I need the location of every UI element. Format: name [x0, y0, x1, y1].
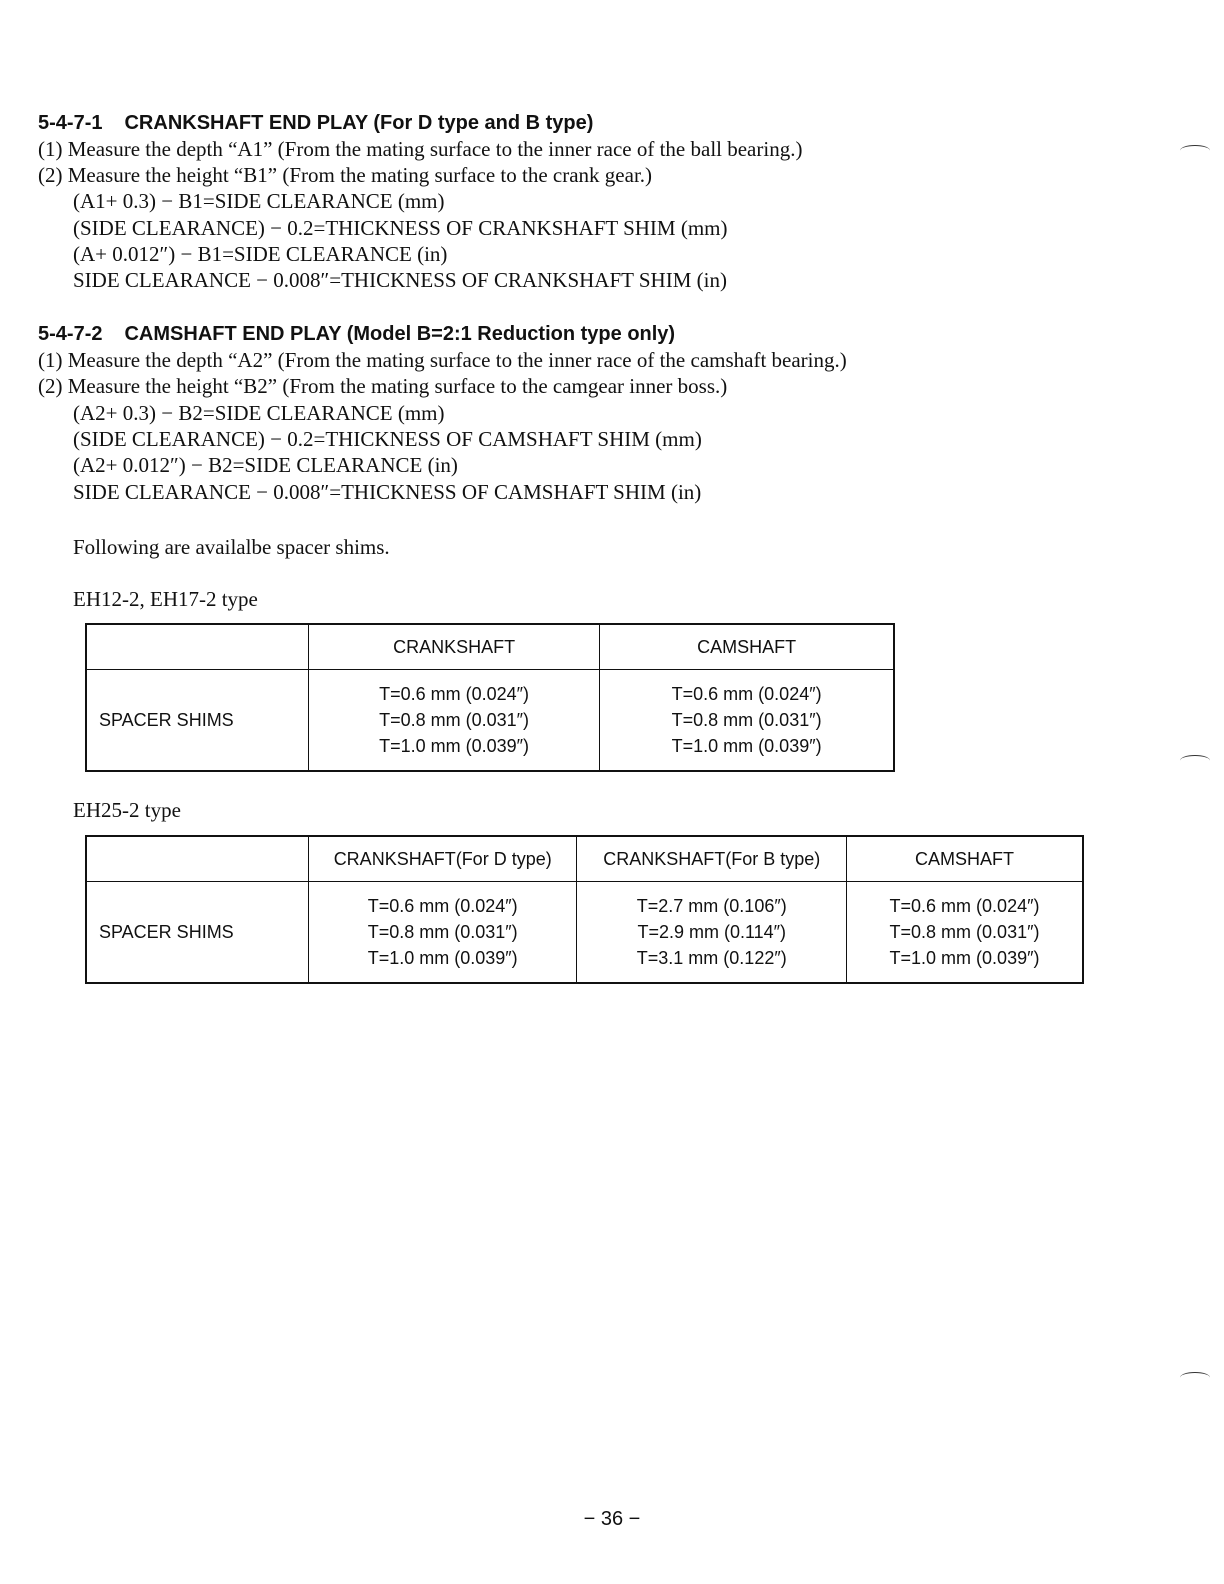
scan-mark — [1180, 145, 1210, 156]
table2-caption: EH25-2 type — [73, 798, 181, 822]
formula-line: (SIDE CLEARANCE) − 0.2=THICKNESS OF CRANKSHAFT SHIM (mm) — [73, 216, 728, 240]
table-cell — [847, 882, 1083, 984]
formula-line: SIDE CLEARANCE − 0.008″=THICKNESS OF CRANKSHAFT SHIM (in) — [73, 268, 727, 292]
row-label: SPACER SHIMS — [86, 882, 308, 984]
shim-value: T=1.0 mm (0.039″) — [889, 948, 1040, 968]
shim-value: T=1.0 mm (0.039″) — [367, 948, 518, 968]
instruction-line: (2) Measure the height “B1” (From the mating surface to the crank gear.) — [38, 163, 653, 187]
section-number: 5-4-7-2 — [38, 323, 103, 345]
instruction-line: (1) Measure the depth “A2” (From the mating surface to the inner race of the camshaft bearing.) — [38, 348, 847, 372]
shim-value: T=0.8 mm (0.031″) — [889, 922, 1040, 942]
spacer-shim-table-eh25 — [85, 835, 1084, 984]
table-header-cell — [86, 624, 308, 670]
instruction-line: (1) Measure the depth “A1” (From the mating surface to the inner race of the ball bearing.) — [38, 137, 803, 161]
intro-text: Following are availalbe spacer shims. — [73, 535, 390, 559]
table-cell — [600, 670, 894, 772]
section-title: CAMSHAFT END PLAY (Model B=2:1 Reduction type only) — [124, 323, 676, 345]
table-header-cell: CRANKSHAFT(For B type) — [577, 836, 847, 882]
table-header-cell — [86, 836, 308, 882]
shim-value: T=3.1 mm (0.122″) — [636, 948, 787, 968]
table-header-row — [86, 836, 1083, 882]
formula-line: SIDE CLEARANCE − 0.008″=THICKNESS OF CAMSHAFT SHIM (in) — [73, 480, 702, 504]
shim-value: T=0.6 mm (0.024″) — [671, 684, 822, 704]
table-cell — [308, 670, 599, 772]
shim-value: T=0.8 mm (0.031″) — [367, 922, 518, 942]
table-row — [86, 670, 894, 772]
table-header-cell: CAMSHAFT — [600, 624, 894, 670]
spacer-shim-table-eh12-eh17 — [85, 623, 895, 772]
shim-value: T=0.8 mm (0.031″) — [671, 710, 822, 730]
formula-line: (SIDE CLEARANCE) − 0.2=THICKNESS OF CAMSHAFT SHIM (mm) — [73, 427, 702, 451]
section-heading-crankshaft — [38, 111, 593, 135]
shim-value: T=1.0 mm (0.039″) — [379, 736, 530, 756]
table-cell — [577, 882, 847, 984]
page-number: − 36 − — [583, 1508, 641, 1530]
shim-value: T=0.6 mm (0.024″) — [367, 896, 518, 916]
scan-mark — [1180, 1372, 1210, 1383]
formula-line: (A2+ 0.3) − B2=SIDE CLEARANCE (mm) — [73, 401, 445, 425]
table-header-cell: CRANKSHAFT — [308, 624, 599, 670]
instruction-line: (2) Measure the height “B2” (From the mating surface to the camgear inner boss.) — [38, 374, 728, 398]
section-heading-camshaft — [38, 322, 675, 346]
section-number: 5-4-7-1 — [38, 112, 103, 134]
row-label: SPACER SHIMS — [86, 670, 308, 772]
scan-mark — [1180, 755, 1210, 766]
section-title: CRANKSHAFT END PLAY (For D type and B type) — [124, 112, 594, 134]
table-header-cell: CRANKSHAFT(For D type) — [308, 836, 577, 882]
table1-caption: EH12-2, EH17-2 type — [73, 587, 258, 611]
shim-value: T=0.8 mm (0.031″) — [379, 710, 530, 730]
table-header-row — [86, 624, 894, 670]
shim-value: T=0.6 mm (0.024″) — [889, 896, 1040, 916]
shim-value: T=0.6 mm (0.024″) — [379, 684, 530, 704]
formula-line: (A+ 0.012″) − B1=SIDE CLEARANCE (in) — [73, 242, 448, 266]
table-row — [86, 882, 1083, 984]
shim-value: T=2.9 mm (0.114″) — [637, 922, 787, 942]
formula-line: (A2+ 0.012″) − B2=SIDE CLEARANCE (in) — [73, 453, 458, 477]
shim-value: T=2.7 mm (0.106″) — [636, 896, 787, 916]
table-cell — [308, 882, 577, 984]
shim-value: T=1.0 mm (0.039″) — [671, 736, 822, 756]
table-header-cell: CAMSHAFT — [847, 836, 1083, 882]
formula-line: (A1+ 0.3) − B1=SIDE CLEARANCE (mm) — [73, 189, 445, 213]
